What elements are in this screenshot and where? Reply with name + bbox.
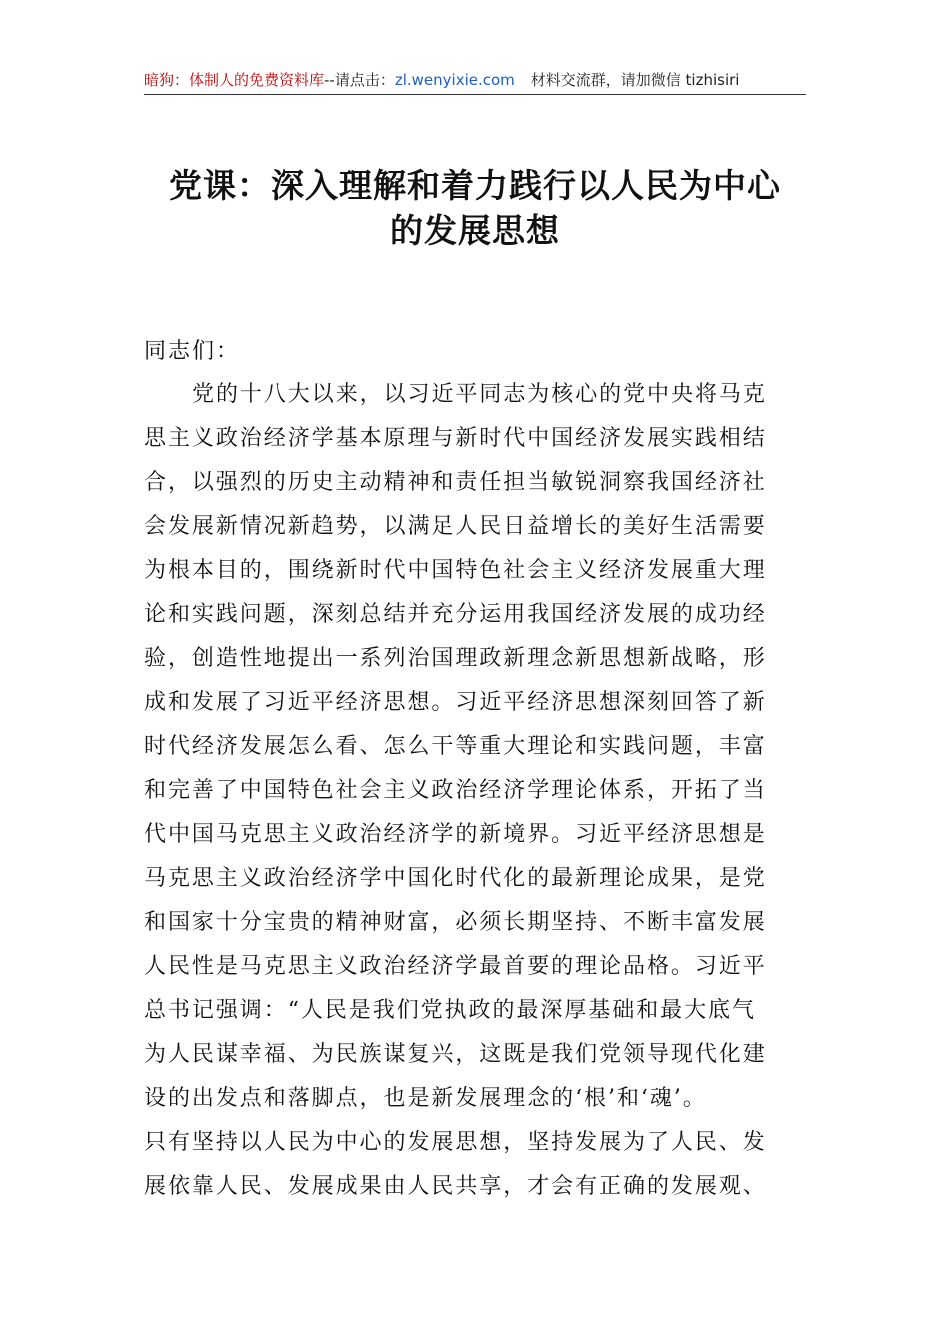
- body-line: 会发展新情况新趋势，以满足人民日益增长的美好生活需要: [144, 514, 767, 539]
- header-banner: [144, 66, 806, 95]
- body-line: 合，以强烈的历史主动精神和责任担当敏锐洞察我国经济社: [144, 470, 767, 495]
- header-wechat-note: 材料交流群，请加微信 tizhisiri: [530, 71, 740, 89]
- body-line: 为人民谋幸福、为民族谋复兴，这既是我们党领导现代化建: [144, 1042, 767, 1067]
- document-title-line-1: 党课：深入理解和着力践行以人民为中心: [169, 166, 781, 205]
- body-line: 设的出发点和落脚点，也是新发展理念的‘根’和‘魂’。: [144, 1086, 707, 1111]
- body-line: 展依靠人民、发展成果由人民共享，才会有正确的发展观、: [144, 1174, 767, 1199]
- body-line: 代中国马克思主义政治经济学的新境界。习近平经济思想是: [144, 822, 767, 847]
- body-line: 只有坚持以人民为中心的发展思想，坚持发展为了人民、发: [144, 1130, 767, 1155]
- body-line: 人民性是马克思主义政治经济学最首要的理论品格。习近平: [144, 954, 767, 979]
- document-title-line-2: 的发展思想: [390, 211, 560, 250]
- body-line: 验，创造性地提出一系列治国理政新理念新思想新战略，形: [144, 646, 767, 671]
- body-line: 和国家十分宝贵的精神财富，必须长期坚持、不断丰富发展: [144, 910, 767, 935]
- body-line: 为根本目的，围绕新时代中国特色社会主义经济发展重大理: [144, 558, 767, 583]
- body-line: 时代经济发展怎么看、怎么干等重大理论和实践问题，丰富: [144, 734, 767, 759]
- header-click-prompt: --请点击：: [324, 71, 395, 89]
- body-line: 思主义政治经济学基本原理与新时代中国经济发展实践相结: [144, 426, 767, 451]
- header-site-name: 暗狗：体制人的免费资料库: [144, 71, 325, 89]
- body-line: 马克思主义政治经济学中国化时代化的最新理论成果，是党: [144, 866, 767, 891]
- body-line: 总书记强调：“人民是我们党执政的最深厚基础和最大底气: [144, 998, 756, 1023]
- body-line: 党的十八大以来，以习近平同志为核心的党中央将马克: [192, 382, 767, 407]
- body-line: 成和发展了习近平经济思想。习近平经济思想深刻回答了新: [144, 690, 767, 715]
- body-line: 论和实践问题，深刻总结并充分运用我国经济发展的成功经: [144, 602, 767, 627]
- header-link[interactable]: zl.wenyixie.com: [394, 71, 515, 89]
- body-line: 和完善了中国特色社会主义政治经济学理论体系，开拓了当: [144, 778, 767, 803]
- salutation: 同志们：: [144, 339, 241, 364]
